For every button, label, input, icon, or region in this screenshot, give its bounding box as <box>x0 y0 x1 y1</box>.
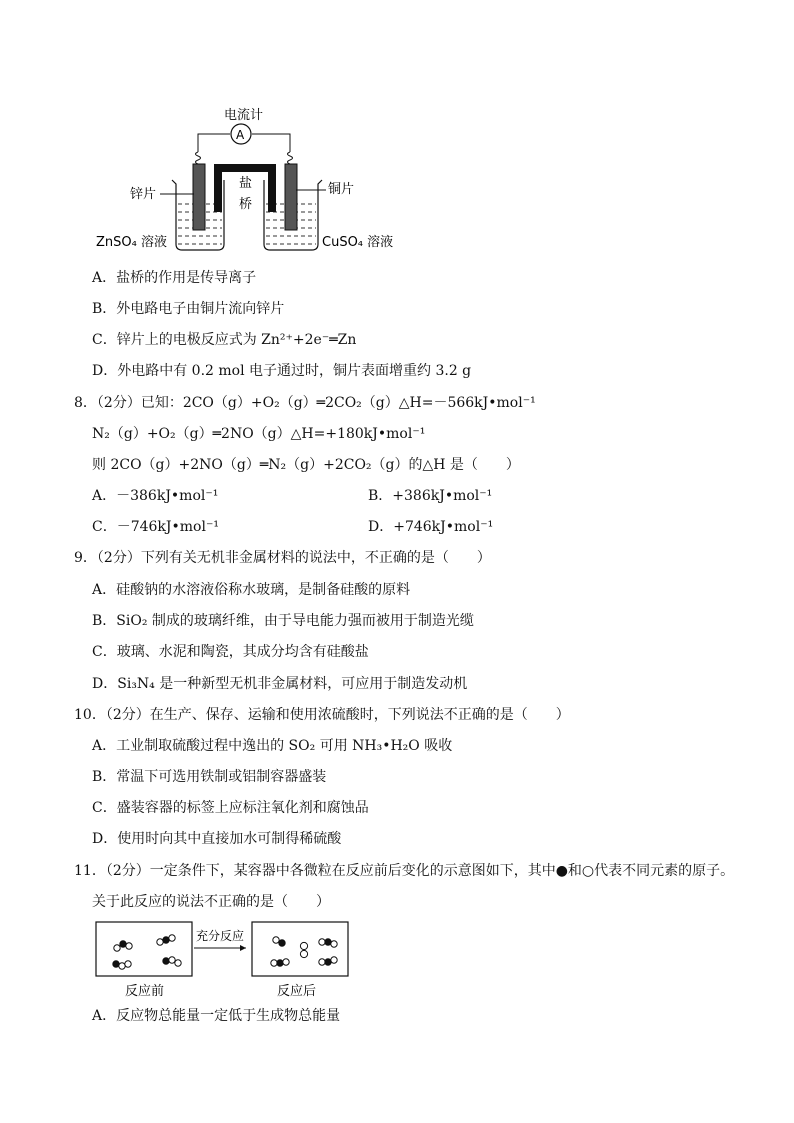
q9-option-d: D．Si₃N₄ 是一种新型无机非金属材料，可应用于制造发动机 <box>92 676 468 692</box>
q9-option-b: B．SiO₂ 制成的玻璃纤维，由于导电能力强而被用于制造光缆 <box>92 613 474 629</box>
copper-label: 铜片 <box>328 182 355 197</box>
q7-option-c: C．锌片上的电极反应式为 Zn²⁺+2e⁻═Zn <box>92 332 357 348</box>
zinc-electrode <box>193 164 205 230</box>
q10-option-d: D．使用时向其中直接加水可制得稀硫酸 <box>92 831 342 847</box>
q11-option-a: A．反应物总能量一定低于生成物总能量 <box>92 1008 341 1024</box>
q10-option-c: C．盛装容器的标签上应标注氧化剂和腐蚀品 <box>92 800 369 816</box>
arrow-label: 充分反应 <box>196 929 245 943</box>
after-box <box>252 922 348 976</box>
reaction-diagram <box>0 918 794 1000</box>
copper-solution-label: CuSO₄ 溶液 <box>322 235 394 250</box>
ammeter-label: 电流计 <box>224 108 264 123</box>
q8-line3: 则 2CO（g）+2NO（g）═N₂（g）+2CO₂（g）的△H 是（ ） <box>92 457 520 473</box>
before-box <box>96 922 192 976</box>
q8-option-c: C．－746kJ•mol⁻¹ <box>92 519 219 535</box>
salt-bridge-label-1: 盐 <box>239 176 253 191</box>
q7-option-b: B．外电路电子由铜片流向锌片 <box>92 301 285 317</box>
q8-line2: N₂（g）+O₂（g）═2NO（g）△H=+180kJ•mol⁻¹ <box>92 426 426 442</box>
q10-option-b: B．常温下可选用铁制或铝制容器盛装 <box>92 769 327 785</box>
q8-stem: 8．（2分）已知：2CO（g）+O₂（g）═2CO₂（g）△H=－566kJ•mol⁻¹ <box>74 395 536 411</box>
q8-option-d: D．+746kJ•mol⁻¹ <box>368 519 494 535</box>
zinc-solution-label: ZnSO₄ 溶液 <box>96 235 167 250</box>
q10-stem: 10．（2分）在生产、保存、运输和使用浓硫酸时，下列说法不正确的是（ ） <box>74 707 570 723</box>
q11-stem-2: 关于此反应的说法不正确的是（ ） <box>92 894 330 910</box>
after-label: 反应后 <box>277 984 317 999</box>
q8-option-a: A．－386kJ•mol⁻¹ <box>92 488 219 504</box>
before-label: 反应前 <box>125 984 165 999</box>
q9-option-a: A．硅酸钠的水溶液俗称水玻璃，是制备硅酸的原料 <box>92 582 411 598</box>
q7-option-a: A．盐桥的作用是传导离子 <box>92 270 257 286</box>
q7-option-d: D．外电路中有 0.2 mol 电子通过时，铜片表面增重约 3.2 g <box>92 363 472 379</box>
q10-option-a: A．工业制取硫酸过程中逸出的 SO₂ 可用 NH₃•H₂O 吸收 <box>92 738 453 754</box>
q8-option-b: B．+386kJ•mol⁻¹ <box>368 488 493 504</box>
ammeter-symbol: A <box>236 128 245 142</box>
q9-stem: 9．（2分）下列有关无机非金属材料的说法中，不正确的是（ ） <box>74 550 491 566</box>
q11-stem: 11．（2分）一定条件下，某容器中各微粒在反应前后变化的示意图如下，其中●和○代表不同元素的原子。 <box>74 863 735 879</box>
zinc-label: 锌片 <box>130 187 157 202</box>
q9-option-c: C．玻璃、水泥和陶瓷，其成分均含有硅酸盐 <box>92 644 369 660</box>
salt-bridge-label-2: 桥 <box>239 197 253 212</box>
copper-electrode <box>285 164 297 230</box>
